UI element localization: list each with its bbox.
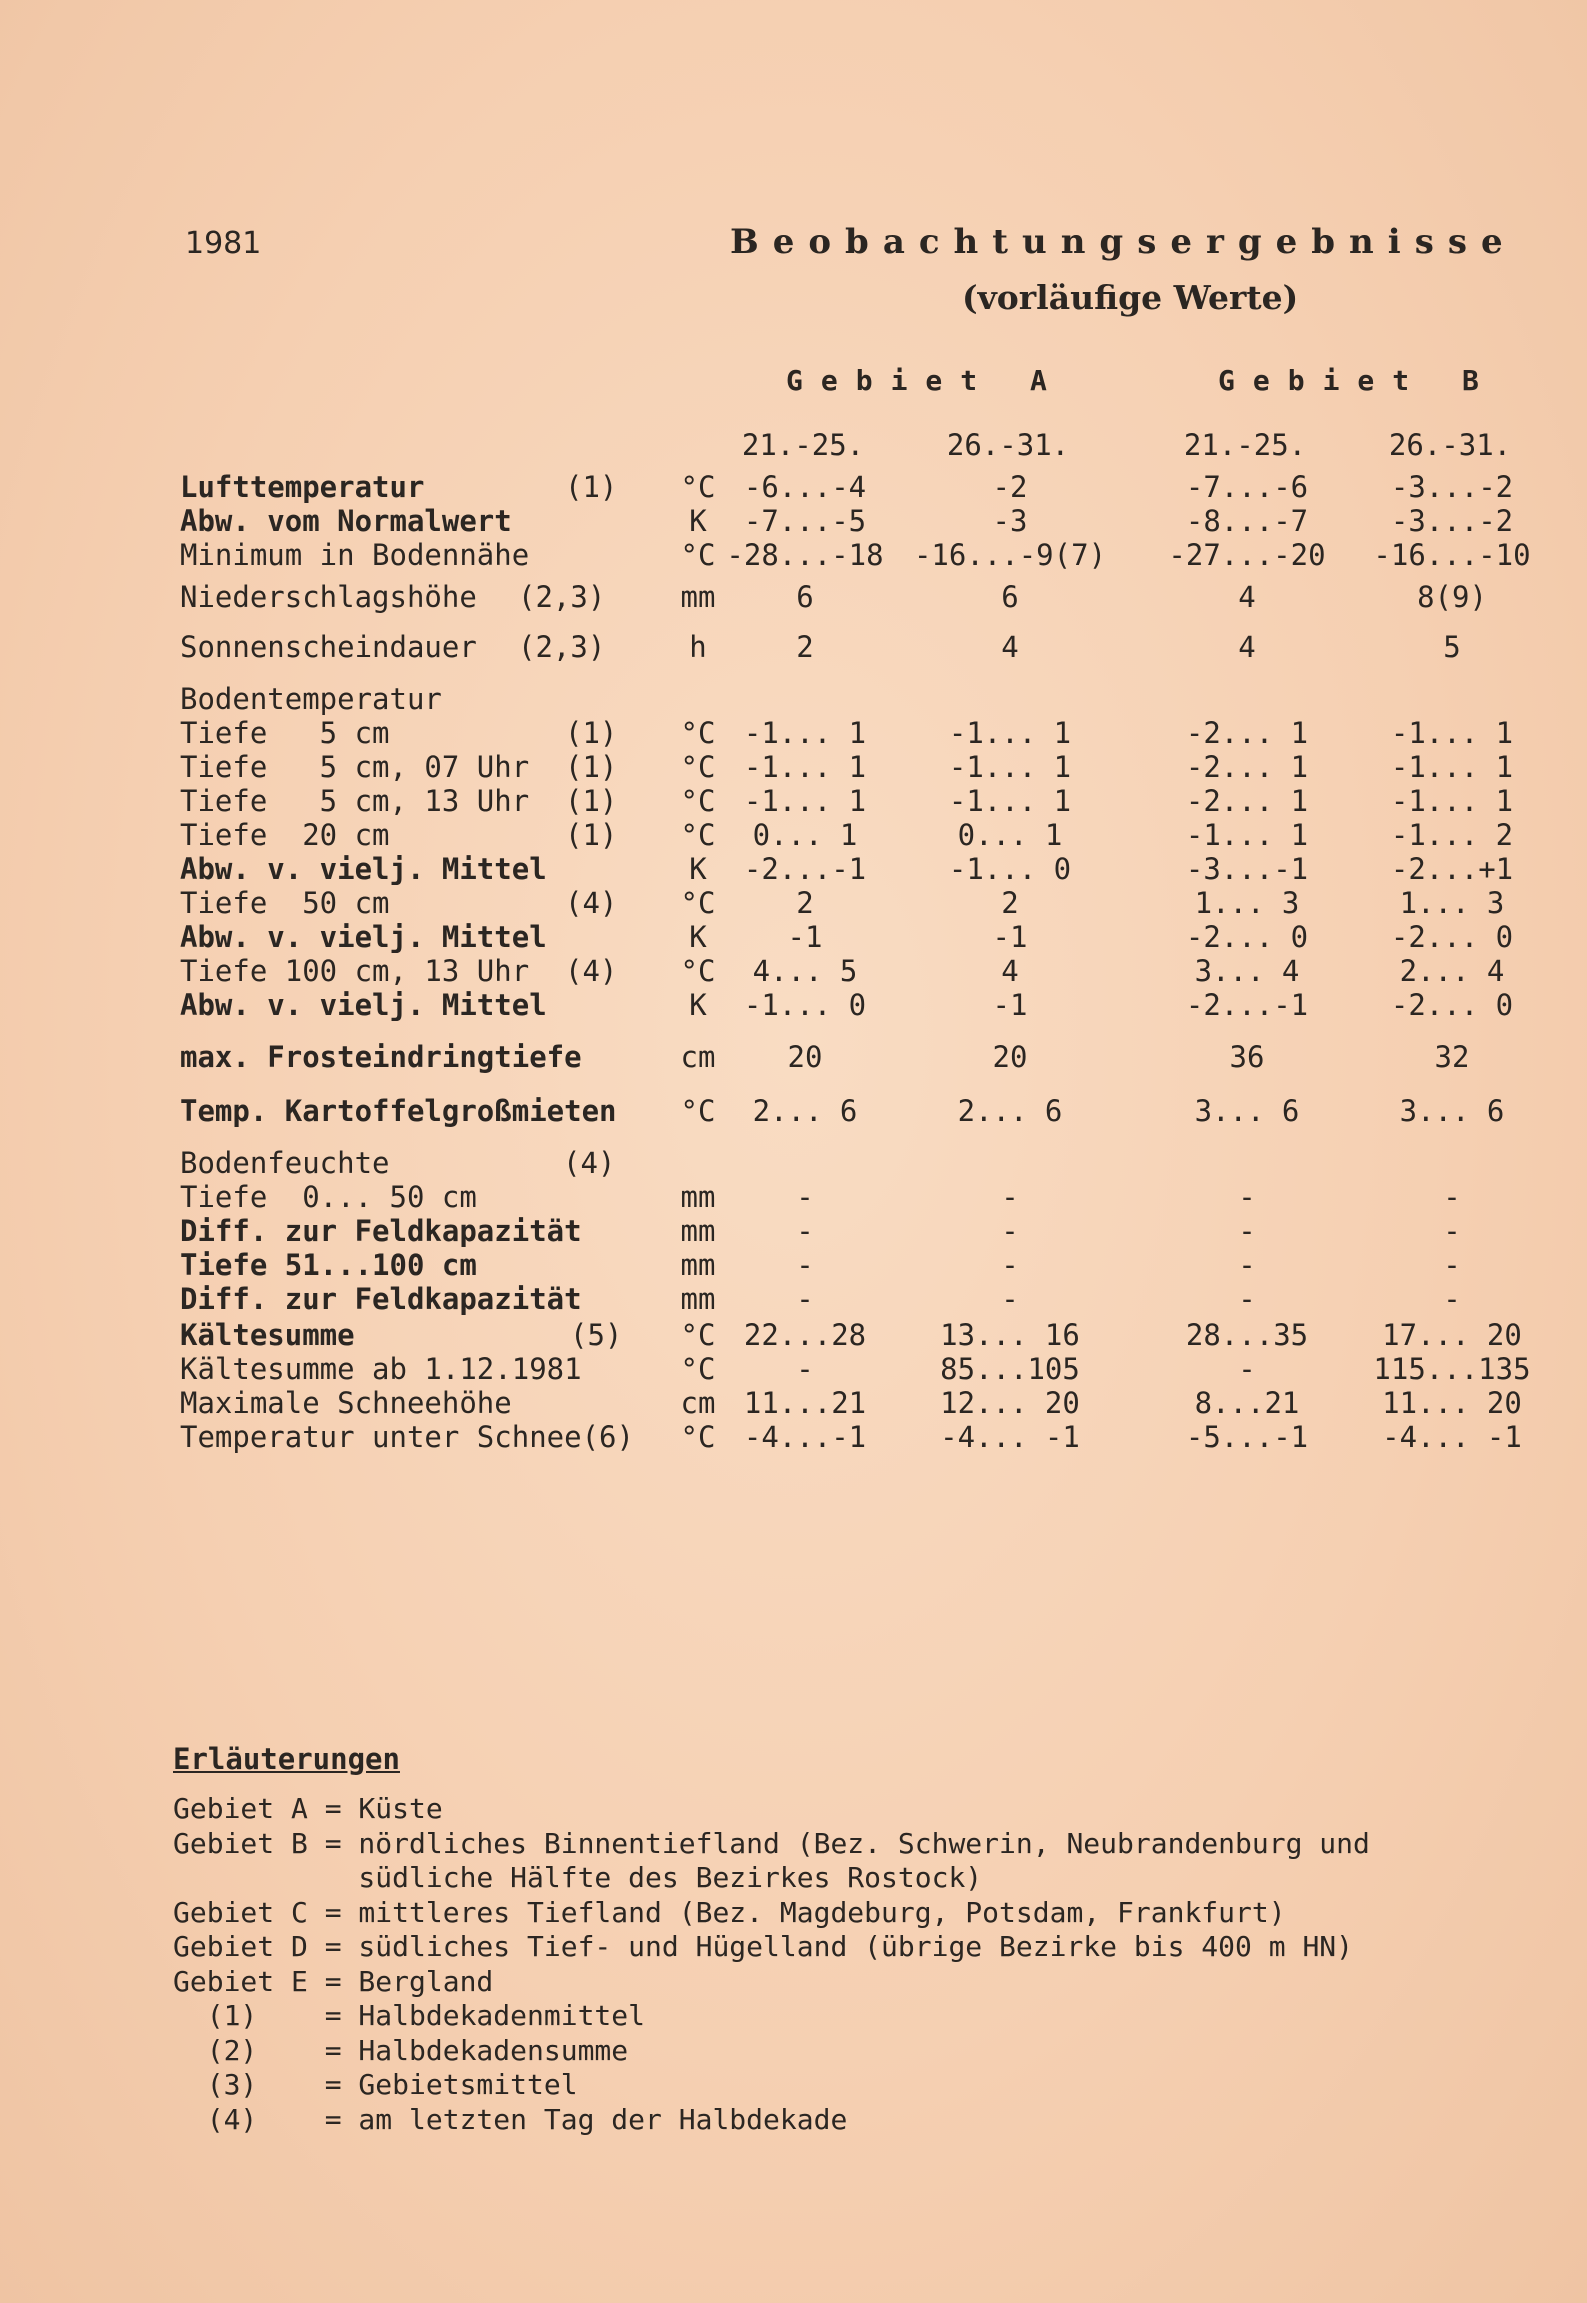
- row-unit: mm: [680, 1180, 716, 1214]
- cell-value: -2...-1: [1185, 988, 1309, 1022]
- row-footnote-ref: (1): [565, 784, 618, 818]
- cell-value: 17... 20: [1382, 1318, 1522, 1352]
- table-row: [0, 1282, 1587, 1316]
- note-line: (1) = Halbdekadenmittel: [173, 1999, 646, 2032]
- cell-value: 2... 6: [957, 1094, 1063, 1128]
- cell-value: -: [796, 1352, 814, 1386]
- table-row: [0, 852, 1587, 886]
- period-header: 21.-25.: [1183, 428, 1307, 462]
- cell-value: 4: [1001, 954, 1019, 988]
- cell-value: 1... 3: [1194, 886, 1300, 920]
- table-row: [0, 1420, 1587, 1454]
- row-label: Maximale Schneehöhe: [180, 1386, 512, 1420]
- cell-value: -: [1238, 1352, 1256, 1386]
- cell-value: -1... 1: [743, 716, 867, 750]
- area-b-heading: Gebiet B: [1218, 364, 1497, 397]
- notes-heading: Erläuterungen: [173, 1742, 400, 1776]
- cell-value: 1... 3: [1399, 886, 1505, 920]
- cell-value: 2: [1001, 886, 1019, 920]
- cell-value: 20: [787, 1040, 823, 1074]
- cell-value: -28...-18: [726, 538, 884, 572]
- row-unit: °C: [680, 1352, 716, 1386]
- note-line: Gebiet C = mittleres Tiefland (Bez. Magdeburg, Potsdam, Frankfurt): [173, 1895, 1286, 1929]
- note-line: (2) = Halbdekadensumme: [173, 2033, 629, 2067]
- row-label: Diff. zur Feldkapazität: [180, 1214, 582, 1248]
- row-unit: °C: [680, 716, 716, 750]
- note-line: Gebiet D = südliches Tief- und Hügelland (übrige Bezirke bis 400 m HN): [173, 1930, 1354, 1963]
- cell-value: 11... 20: [1382, 1386, 1522, 1420]
- table-row: [0, 988, 1587, 1022]
- cell-value: 12... 20: [940, 1386, 1080, 1420]
- row-unit: cm: [680, 1386, 716, 1420]
- table-row: [0, 1040, 1587, 1074]
- cell-value: 2: [796, 886, 814, 920]
- note-line: Gebiet A = Küste: [173, 1792, 443, 1825]
- cell-value: 28...35: [1185, 1318, 1309, 1352]
- cell-value: -3...-2: [1390, 470, 1514, 504]
- row-label: Bodentemperatur: [180, 682, 442, 716]
- row-label: Temp. Kartoffelgroßmieten: [180, 1094, 617, 1128]
- cell-value: 22...28: [743, 1318, 867, 1352]
- row-unit: °C: [680, 1420, 716, 1454]
- row-unit: K: [689, 988, 707, 1022]
- row-unit: h: [689, 630, 707, 664]
- cell-value: 6: [1001, 580, 1019, 614]
- row-label: Abw. v. vielj. Mittel: [180, 920, 547, 954]
- row-label: Tiefe 51...100 cm: [180, 1248, 477, 1282]
- row-label: Niederschlagshöhe: [180, 580, 477, 614]
- cell-value: -2...-1: [743, 852, 867, 886]
- table-row: [0, 1352, 1587, 1386]
- row-label: Tiefe 5 cm: [180, 716, 390, 750]
- row-footnote-ref: (4): [565, 954, 618, 988]
- row-unit: mm: [680, 1214, 716, 1248]
- cell-value: -1... 2: [1390, 818, 1514, 852]
- row-footnote-ref: (4): [563, 1146, 616, 1180]
- row-label: max. Frosteindringtiefe: [180, 1040, 582, 1074]
- cell-value: -: [796, 1248, 814, 1282]
- row-unit: °C: [680, 954, 716, 988]
- row-footnote-ref: (1): [565, 716, 618, 750]
- table-row: [0, 1248, 1587, 1282]
- table-row: [0, 886, 1587, 920]
- cell-value: -: [1443, 1282, 1461, 1316]
- table-row: [0, 630, 1587, 664]
- period-header: 26.-31.: [946, 428, 1070, 462]
- cell-value: -: [796, 1282, 814, 1316]
- row-unit: mm: [680, 1248, 716, 1282]
- row-unit: °C: [680, 1318, 716, 1352]
- cell-value: 3... 4: [1194, 954, 1300, 988]
- cell-value: -1... 0: [948, 852, 1072, 886]
- cell-value: -7...-5: [743, 504, 867, 538]
- row-footnote-ref: (1): [565, 470, 618, 504]
- row-label: Tiefe 20 cm: [180, 818, 390, 852]
- row-unit: °C: [680, 1094, 716, 1128]
- cell-value: -2... 1: [1185, 750, 1309, 784]
- row-unit: K: [689, 504, 707, 538]
- table-row: [0, 1386, 1587, 1420]
- table-row: [0, 1318, 1587, 1352]
- table-row: [0, 1214, 1587, 1248]
- table-row: [0, 954, 1587, 988]
- row-unit: °C: [680, 470, 716, 504]
- cell-value: 36: [1229, 1040, 1265, 1074]
- cell-value: 115...135: [1373, 1352, 1531, 1386]
- cell-value: -1... 1: [948, 784, 1072, 818]
- cell-value: -2...+1: [1390, 852, 1514, 886]
- cell-value: 4... 5: [752, 954, 858, 988]
- period-header: 21.-25.: [741, 428, 865, 462]
- table-row: [0, 682, 1587, 716]
- cell-value: -1: [787, 920, 823, 954]
- table-row: [0, 818, 1587, 852]
- cell-value: -6...-4: [743, 470, 867, 504]
- area-a-heading: Gebiet A: [786, 364, 1065, 397]
- cell-value: 0... 1: [957, 818, 1063, 852]
- cell-value: -1... 1: [743, 784, 867, 818]
- cell-value: -16...-10: [1373, 538, 1531, 572]
- cell-value: 85...105: [940, 1352, 1080, 1386]
- table-row: [0, 1180, 1587, 1214]
- cell-value: 4: [1001, 630, 1019, 664]
- cell-value: -1: [992, 988, 1028, 1022]
- cell-value: -: [1238, 1214, 1256, 1248]
- cell-value: -: [1443, 1180, 1461, 1214]
- row-label: Abw. v. vielj. Mittel: [180, 852, 547, 886]
- table-row: [0, 580, 1587, 614]
- row-label: Kältesumme ab 1.12.1981: [180, 1352, 582, 1386]
- cell-value: -1... 1: [743, 750, 867, 784]
- row-label: Bodenfeuchte: [180, 1146, 390, 1180]
- cell-value: -: [1443, 1248, 1461, 1282]
- cell-value: -2... 0: [1390, 920, 1514, 954]
- period-header: 26.-31.: [1388, 428, 1512, 462]
- cell-value: -2... 1: [1185, 716, 1309, 750]
- row-label: Tiefe 50 cm: [180, 886, 390, 920]
- cell-value: -7...-6: [1185, 470, 1309, 504]
- row-label: Tiefe 5 cm, 07 Uhr: [180, 750, 530, 784]
- row-unit: mm: [680, 580, 716, 614]
- cell-value: 2... 4: [1399, 954, 1505, 988]
- row-label: Tiefe 100 cm, 13 Uhr: [180, 954, 530, 988]
- row-unit: °C: [680, 818, 716, 852]
- row-unit: mm: [680, 1282, 716, 1316]
- cell-value: -1... 0: [743, 988, 867, 1022]
- table-row: [0, 784, 1587, 818]
- cell-value: -2... 0: [1185, 920, 1309, 954]
- table-row: [0, 750, 1587, 784]
- cell-value: -: [796, 1180, 814, 1214]
- cell-value: -1... 1: [1390, 784, 1514, 818]
- cell-value: -3...-1: [1185, 852, 1309, 886]
- cell-value: 32: [1434, 1040, 1470, 1074]
- cell-value: -3...-2: [1390, 504, 1514, 538]
- cell-value: 6: [796, 580, 814, 614]
- cell-value: 4: [1238, 580, 1256, 614]
- note-line: Gebiet E = Bergland: [173, 1964, 494, 1998]
- row-unit: K: [689, 852, 707, 886]
- cell-value: 4: [1238, 630, 1256, 664]
- cell-value: 3... 6: [1194, 1094, 1300, 1128]
- row-unit: °C: [680, 538, 716, 572]
- cell-value: -16...-9(7): [913, 538, 1107, 572]
- row-label: Kältesumme: [180, 1318, 355, 1352]
- note-line: (4) = am letzten Tag der Halbdekade: [173, 2102, 848, 2136]
- cell-value: -2... 0: [1390, 988, 1514, 1022]
- cell-value: -2: [992, 470, 1028, 504]
- cell-value: -8...-7: [1185, 504, 1309, 538]
- table-row: [0, 470, 1587, 504]
- page-subtitle: (vorläufige Werte): [962, 278, 1299, 317]
- cell-value: -4... -1: [1382, 1420, 1522, 1454]
- page-title: Beobachtungsergebnisse: [730, 222, 1517, 262]
- row-label: Abw. vom Normalwert: [180, 504, 512, 538]
- row-label: Sonnenscheindauer: [180, 630, 477, 664]
- cell-value: -3: [992, 504, 1028, 538]
- row-footnote-ref: (4): [565, 886, 618, 920]
- cell-value: -: [1001, 1248, 1019, 1282]
- table-row: [0, 538, 1587, 572]
- cell-value: 2... 6: [752, 1094, 858, 1128]
- cell-value: -1: [992, 920, 1028, 954]
- cell-value: -1... 1: [948, 716, 1072, 750]
- row-footnote-ref: (2,3): [518, 630, 606, 664]
- cell-value: -1... 1: [1185, 818, 1309, 852]
- row-label: Lufttemperatur: [180, 470, 425, 504]
- cell-value: 2: [796, 630, 814, 664]
- table-row: [0, 1146, 1587, 1180]
- cell-value: -1... 1: [1390, 716, 1514, 750]
- year-label: 1981: [185, 226, 262, 261]
- row-label: Tiefe 5 cm, 13 Uhr: [180, 784, 530, 818]
- table-row: [0, 504, 1587, 538]
- cell-value: 0... 1: [752, 818, 858, 852]
- cell-value: 8...21: [1194, 1386, 1300, 1420]
- cell-value: 8(9): [1417, 580, 1487, 614]
- row-label: Abw. v. vielj. Mittel: [180, 988, 547, 1022]
- cell-value: 13... 16: [940, 1318, 1080, 1352]
- cell-value: -: [1238, 1248, 1256, 1282]
- table-row: [0, 716, 1587, 750]
- cell-value: -: [1001, 1214, 1019, 1248]
- cell-value: -2... 1: [1185, 784, 1309, 818]
- cell-value: 5: [1443, 630, 1461, 664]
- cell-value: -: [1238, 1180, 1256, 1214]
- cell-value: -4... -1: [940, 1420, 1080, 1454]
- row-unit: °C: [680, 784, 716, 818]
- cell-value: 11...21: [743, 1386, 867, 1420]
- note-line: Gebiet B = nördliches Binnentiefland (Bez. Schwerin, Neubrandenburg und: [173, 1826, 1370, 1860]
- cell-value: -: [1443, 1214, 1461, 1248]
- row-footnote-ref: (5): [570, 1318, 623, 1352]
- cell-value: -1... 1: [1390, 750, 1514, 784]
- row-footnote-ref: (1): [565, 818, 618, 852]
- row-label: Temperatur unter Schnee(6): [180, 1420, 634, 1454]
- table-row: [0, 920, 1587, 954]
- note-line: südliche Hälfte des Bezirkes Rostock): [173, 1861, 983, 1894]
- cell-value: -5...-1: [1185, 1420, 1309, 1454]
- row-label: Diff. zur Feldkapazität: [180, 1282, 582, 1316]
- row-label: Tiefe 0... 50 cm: [180, 1180, 477, 1214]
- cell-value: -: [1001, 1180, 1019, 1214]
- cell-value: -1... 1: [948, 750, 1072, 784]
- row-unit: °C: [680, 750, 716, 784]
- cell-value: -: [1001, 1282, 1019, 1316]
- row-unit: cm: [680, 1040, 716, 1074]
- row-footnote-ref: (2,3): [518, 580, 606, 614]
- cell-value: -: [796, 1214, 814, 1248]
- cell-value: -27...-20: [1168, 538, 1326, 572]
- note-line: (3) = Gebietsmittel: [173, 2068, 578, 2101]
- cell-value: 20: [992, 1040, 1028, 1074]
- row-footnote-ref: (1): [565, 750, 618, 784]
- cell-value: -4...-1: [743, 1420, 867, 1454]
- cell-value: 3... 6: [1399, 1094, 1505, 1128]
- row-label: Minimum in Bodennähe: [180, 538, 530, 572]
- cell-value: -: [1238, 1282, 1256, 1316]
- table-row: [0, 1094, 1587, 1128]
- row-unit: K: [689, 920, 707, 954]
- row-unit: °C: [680, 886, 716, 920]
